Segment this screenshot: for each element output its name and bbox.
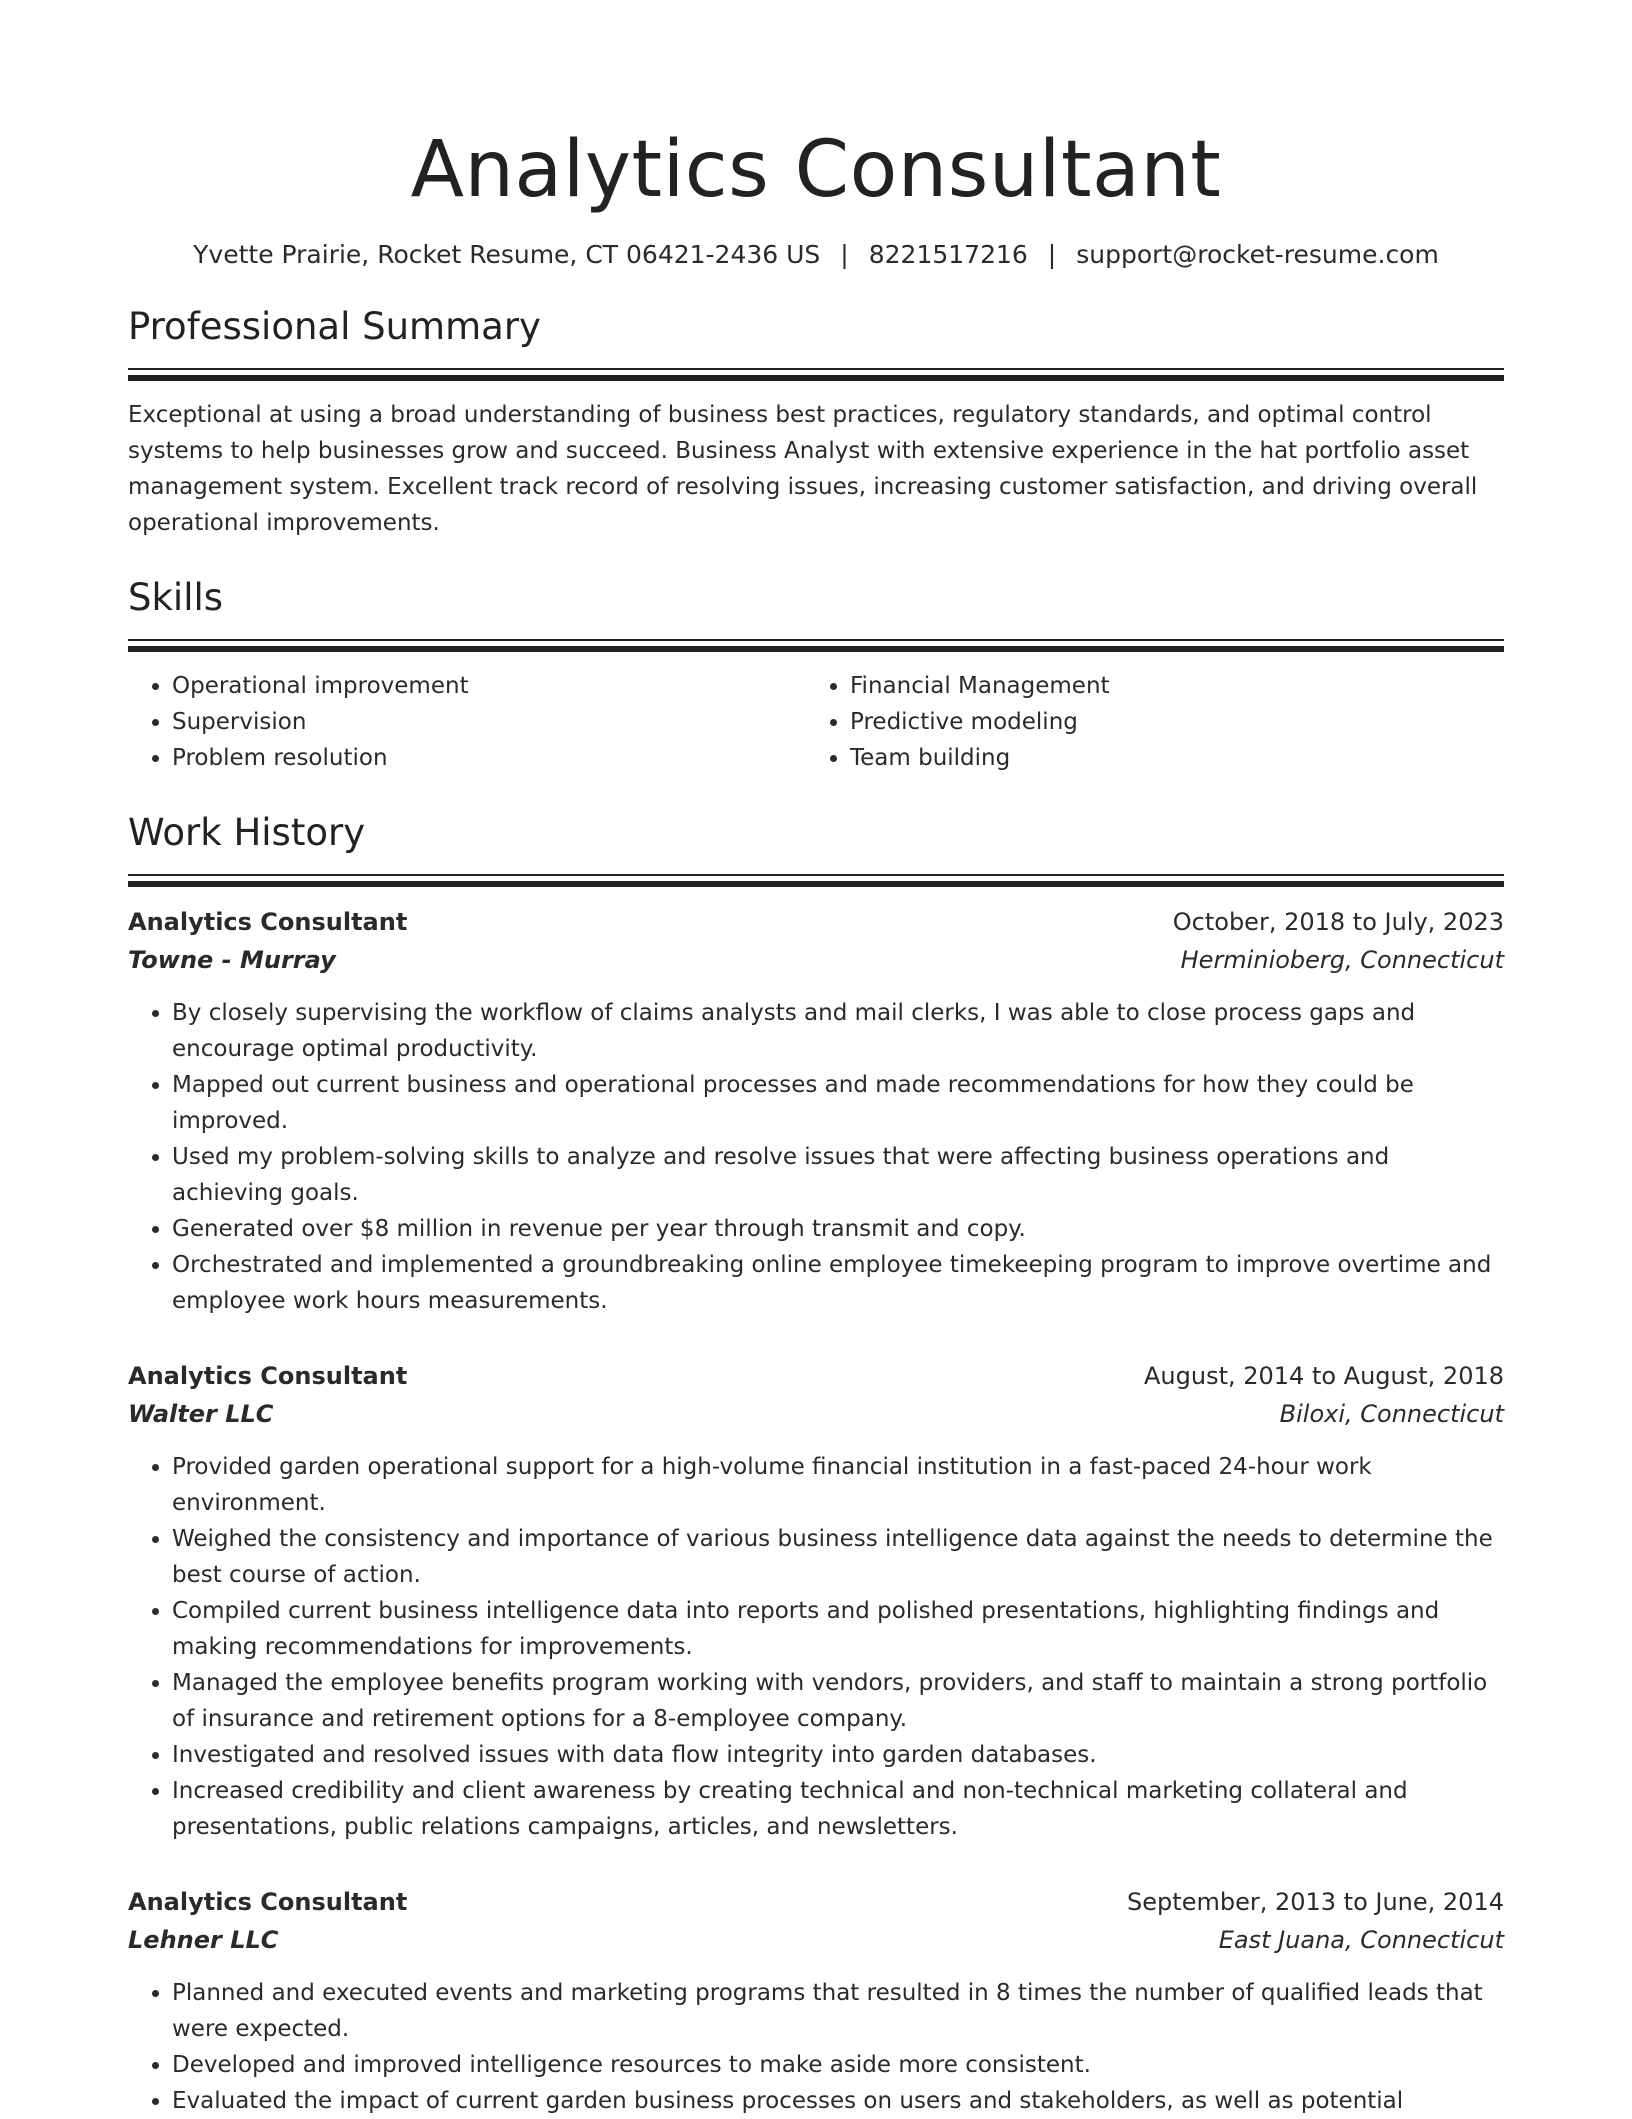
- section-divider: [128, 368, 1504, 370]
- skill-item: • Problem resolution: [172, 740, 806, 776]
- job-title: Analytics Consultant: [128, 1362, 408, 1390]
- contact-separator: |: [1047, 240, 1057, 269]
- job-bullet: • Increased credibility and client awareness by creating technical and non-technical marketing collateral and presentations, public relations campaigns, articles, and newsletters.: [172, 1773, 1504, 1845]
- skill-item: • Operational improvement: [172, 668, 806, 704]
- contact-separator: |: [840, 240, 849, 269]
- job-company: Lehner LLC: [128, 1926, 279, 1954]
- section-divider: [128, 874, 1504, 876]
- job-bullet: • Compiled current business intelligence data into reports and polished presentations, highlighting findings and making recommendations for improvements.: [172, 1593, 1504, 1665]
- job-company: Walter LLC: [128, 1400, 274, 1428]
- skill-item: • Team building: [850, 740, 1484, 776]
- job-location: East Juana, Connecticut: [1218, 1926, 1504, 1954]
- job-bullets: [128, 995, 1504, 1319]
- job-bullets: [128, 1449, 1504, 1845]
- job-title: Analytics Consultant: [128, 1888, 408, 1916]
- section-divider-thick: [128, 646, 1504, 652]
- job-dates: August, 2014 to August, 2018: [1144, 1362, 1504, 1390]
- job-bullet: • Used my problem-solving skills to analyze and resolve issues that were affecting business operations and achieving goals.: [172, 1139, 1504, 1211]
- summary-heading: Professional Summary: [128, 305, 541, 348]
- work-heading: Work History: [128, 811, 366, 854]
- skills-heading: Skills: [128, 576, 224, 619]
- job-location: Herminioberg, Connecticut: [1180, 946, 1504, 974]
- job-bullet: • Developed and improved intelligence resources to make aside more consistent.: [172, 2047, 1504, 2083]
- job-bullet: • Investigated and resolved issues with data flow integrity into garden databases.: [172, 1737, 1504, 1773]
- job-dates: September, 2013 to June, 2014: [1127, 1888, 1504, 1916]
- summary-section: [128, 302, 1504, 541]
- contact-email[interactable]: support@rocket-resume.com: [1076, 240, 1439, 269]
- section-divider-thick: [128, 375, 1504, 381]
- candidate-name: Analytics Consultant: [410, 125, 1222, 215]
- job-bullet: • Evaluated the impact of current garden business processes on users and stakeholders, as well as potential: [172, 2083, 1504, 2119]
- job-dates: October, 2018 to July, 2023: [1172, 908, 1504, 936]
- job-bullet: • Generated over $8 million in revenue per year through transmit and copy.: [172, 1211, 1504, 1247]
- work-section: [128, 808, 1504, 2119]
- skills-column-right: [806, 668, 1484, 776]
- section-divider: [128, 639, 1504, 641]
- job-bullet: • Provided garden operational support for a high-volume financial institution in a fast-paced 24-hour work environment.: [172, 1449, 1504, 1521]
- job-bullet: • Weighed the consistency and importance of various business intelligence data against the needs to determine the best course of action.: [172, 1521, 1504, 1593]
- section-divider-thick: [128, 881, 1504, 887]
- job-bullet: • Managed the employee benefits program working with vendors, providers, and staff to maintain a strong portfolio of insurance and retirement options for a 8-employee company.: [172, 1665, 1504, 1737]
- job-subheader: [128, 1921, 1504, 1959]
- job-bullet: • Mapped out current business and operational processes and made recommendations for how they could be improved.: [172, 1067, 1504, 1139]
- job-entry: [128, 1357, 1504, 1845]
- skill-item: • Supervision: [172, 704, 806, 740]
- job-subheader: [128, 1395, 1504, 1433]
- job-header: [128, 1883, 1504, 1921]
- skill-item: • Financial Management: [850, 668, 1484, 704]
- job-location: Biloxi, Connecticut: [1279, 1400, 1504, 1428]
- job-entry: [128, 903, 1504, 1319]
- job-bullet: • Orchestrated and implemented a groundbreaking online employee timekeeping program to improve overtime and employee work hours measurements.: [172, 1247, 1504, 1319]
- job-header: [128, 1357, 1504, 1395]
- contact-line: [128, 238, 1504, 272]
- skills-column-left: [128, 668, 806, 776]
- job-bullets: [128, 1975, 1504, 2119]
- skills-list: [128, 668, 1504, 776]
- contact-address: Yvette Prairie, Rocket Resume, CT 06421-2436 US: [193, 240, 821, 269]
- job-title: Analytics Consultant: [128, 908, 408, 936]
- job-entry: [128, 1883, 1504, 2119]
- job-header: [128, 903, 1504, 941]
- resume-page: [128, 0, 1504, 2119]
- skill-item: • Predictive modeling: [850, 704, 1484, 740]
- job-bullet: • By closely supervising the workflow of claims analysts and mail clerks, I was able to close process gaps and encourage optimal productivity.: [172, 995, 1504, 1067]
- skills-section: [128, 573, 1504, 776]
- contact-phone: 8221517216: [868, 240, 1028, 269]
- job-company: Towne - Murray: [128, 946, 336, 974]
- summary-text: Exceptional at using a broad understanding of business best practices, regulatory standards, and optimal control systems to help businesses grow and succeed. Business Analyst with extensive experience in the hat portfolio asset management system. Excellent track record of resolving issues, increasing customer satisfaction, and driving overall operational improvements.: [128, 402, 1478, 536]
- job-bullet: • Planned and executed events and marketing programs that resulted in 8 times the number of qualified leads that were expected.: [172, 1975, 1504, 2047]
- job-subheader: [128, 941, 1504, 979]
